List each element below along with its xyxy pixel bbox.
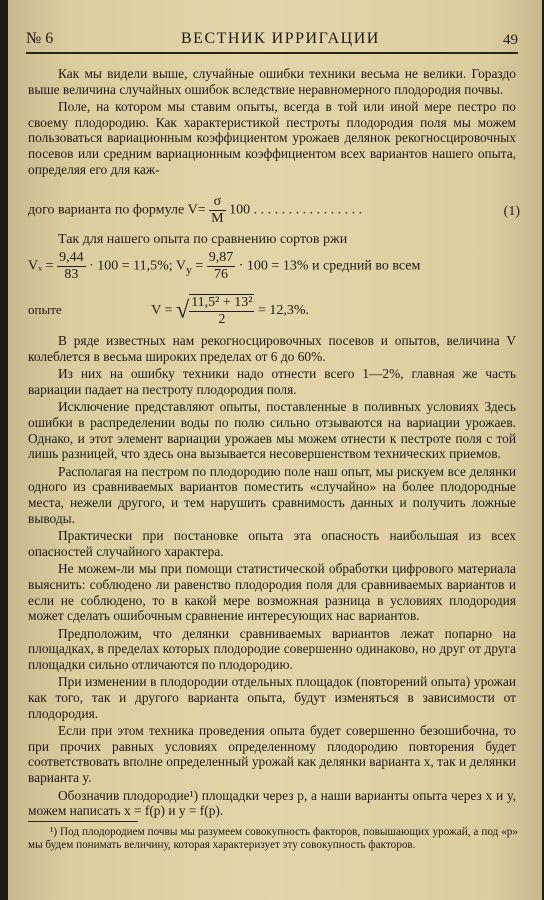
paragraph: Обозначив плодородие¹) площадки через p, а наши варианты опыта через x и y, можем написать x = f(p) и y = f(p).	[28, 787, 516, 819]
fraction-sqrt	[189, 294, 254, 328]
paragraph: Поле, на котором мы ставим опыты, всегда в той или иной мере пестро по своему плодородию. Как характеристикой пестроты плодородия поля мы можем пользоваться вариационным коэффициентом урожаев делянок рекогносцировочных посевов или средним вариационным коэффициентом всех вариантов нашего опыта, определяя его для каж-	[28, 99, 516, 177]
fraction-denominator: M	[211, 211, 224, 226]
paragraph: Располагая на пестром по плодородию поле наш опыт, мы рискуем все делянки одного из сравниваемых вариантов поместить «случайно» на более плодородные места, нежели другого, и тем нарушить сравнимость данных и получить ложные выводы.	[28, 463, 516, 526]
footnote: ¹) Под плодородием почвы мы разумеем совокупность факторов, повышающих урожай, а под «p» мы будем понимать величину, которая характеризует эту совокупность факторов.	[28, 826, 518, 851]
fraction-numerator: σ	[209, 194, 225, 211]
text-block-2	[28, 333, 516, 821]
vy-equals: =	[195, 258, 204, 274]
paragraph: Не можем-ли мы при помощи статистической обработки цифрового материала выяснить: соблюдено ли равенство плодородия поля для сравниваемых вариантов и если не соблюдено, то в какой мере возможная разница в условиях плодородия может сделать ошибочным сравнение интересующих нас вариантов.	[28, 561, 516, 624]
text-intro-2	[28, 232, 516, 250]
issue-number: № 6	[26, 30, 54, 47]
vy-subscript: y	[186, 263, 192, 277]
page-number: 49	[503, 32, 518, 48]
footnote-divider	[28, 821, 138, 822]
paragraph: Предположим, что делянки сравниваемых вариантов лежат попарно на площадках, в пределах которых плодородие совершенно одинаково, но друг от друга площадки сильно отличаются по плодородию.	[28, 625, 516, 672]
journal-page	[8, 0, 542, 900]
page-header	[26, 30, 518, 54]
text-block-1	[28, 66, 516, 179]
formula-1	[28, 194, 520, 227]
fraction-numerator: 9,44	[59, 250, 84, 265]
fraction-denominator: 76	[214, 267, 229, 282]
paragraph: В ряде известных нам рекогносцировочных посевов и опытов, величина V колеблется в весьма широких пределах от 6 до 60%.	[28, 333, 516, 364]
v-label: V =	[151, 303, 173, 319]
formula-result: = 12,3%.	[257, 303, 310, 319]
fraction-denominator: 83	[64, 267, 79, 282]
fraction	[209, 194, 225, 227]
paragraph: Так для нашего опыта по сравнению сортов ржи	[58, 232, 348, 247]
fraction-vx	[57, 250, 86, 283]
equation-number: (1)	[503, 204, 520, 219]
formula-prefix: опыте	[28, 302, 62, 318]
paragraph: Исключение представляют опыты, поставленные в поливных условиях Здесь ошибки в распределении воды по полю сильно отзываются на вариации урожаев. Однако, и этот элемент вариации урожаев мы можем отнести к пестроте поля с той лишь разницей, что здесь она вызывается несовершенством технических приемов.	[28, 399, 516, 462]
formula-suffix: 100 . . . . . . . . . . . . . . . .	[229, 202, 363, 218]
formula-3	[28, 294, 520, 328]
journal-title: ВЕСТНИК ИРРИГАЦИИ	[181, 30, 380, 47]
vy-result: · 100 = 13% и средний во всем	[238, 258, 421, 274]
fraction-numerator: 11,5² + 13²	[191, 295, 253, 310]
paragraph: При изменении в плодородии отдельных площадок (повторений опыта) урожаи как того, так и другого варианта опыта, будут изменяться в зависимости от плодородия.	[28, 674, 516, 721]
paragraph: Если при этом техника проведения опыта будет совершенно безошибочна, то при прочих равных условиях определенному плодородию повторения будет соответствовать вполне определенный урожай как делянки варианта x, так и делянки варианта y.	[28, 723, 516, 786]
sqrt-sign: √	[176, 297, 190, 324]
fraction-numerator: 9,87	[208, 250, 234, 265]
formula-2	[28, 250, 520, 283]
paragraph: Из них на ошибку техники надо отнести всего 1—2%, главная же часть вариации падает на пестроту плодородия поля.	[28, 366, 516, 397]
vx-label: Vₓ =	[28, 258, 54, 274]
vx-result: · 100 = 11,5%; V	[89, 258, 187, 274]
formula-prefix: дого варианта по формуле V=	[28, 202, 206, 218]
paragraph: Практически при постановке опыта эта опасность наибольшая из всех опасностей случайного характера.	[28, 528, 516, 559]
fraction-vy	[207, 250, 236, 283]
paragraph: Как мы видели выше, случайные ошибки техники весьма не велики. Гораздо выше величина случайных ошибок вследствие неравномерного плодородия почвы.	[28, 66, 516, 97]
fraction-denominator: 2	[218, 312, 226, 327]
